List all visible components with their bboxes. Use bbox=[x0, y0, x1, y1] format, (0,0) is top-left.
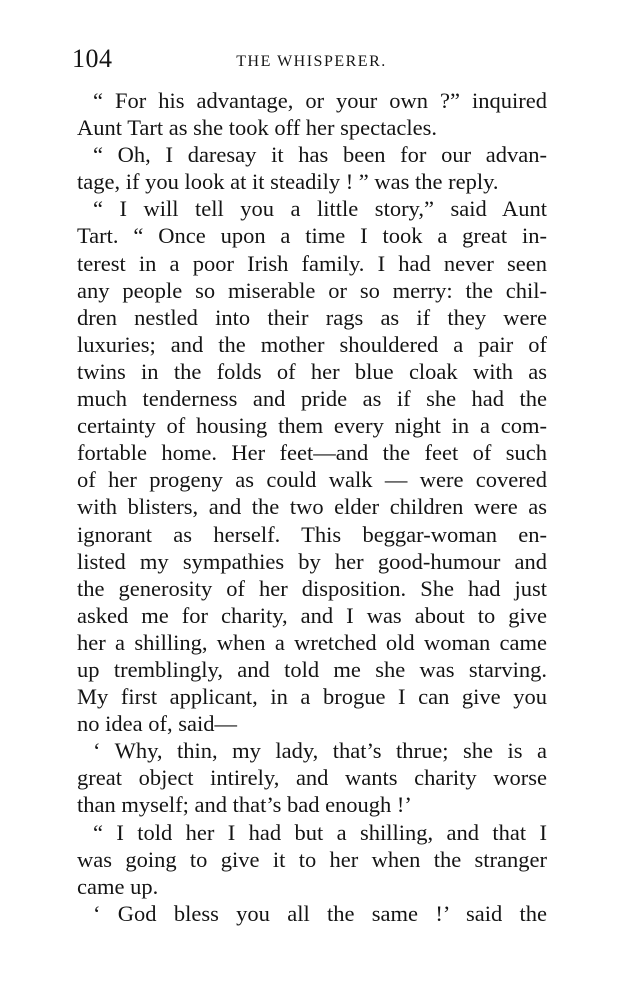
text-line: tage, if you look at it steadily ! ” was the reply. bbox=[77, 169, 499, 195]
text-line: “ Oh, I daresay it has been for our advan- bbox=[93, 142, 547, 168]
page-number: 104 bbox=[72, 44, 113, 73]
text-line: up tremblingly, and told me she was starving. bbox=[77, 656, 547, 682]
text-line: luxuries; and the mother shouldered a pair of bbox=[77, 331, 547, 357]
text-line: than myself; and that’s bad enough !’ bbox=[77, 792, 412, 818]
text-line: fortable home. Her feet—and the feet of such bbox=[77, 440, 547, 466]
text-line: much tenderness and pride as if she had the bbox=[77, 386, 547, 412]
text-line: was going to give it to her when the stranger bbox=[77, 846, 547, 872]
text-line: asked me for charity, and I was about to give bbox=[77, 602, 547, 628]
text-line: terest in a poor Irish family. I had never seen bbox=[77, 250, 547, 276]
text-line: certainty of housing them every night in a com- bbox=[77, 413, 547, 439]
text-line: dren nestled into their rags as if they were bbox=[77, 304, 547, 330]
text-line: ignorant as herself. This beggar-woman en- bbox=[77, 521, 547, 547]
text-line: the generosity of her disposition. She had just bbox=[77, 575, 547, 601]
text-line: My first applicant, in a brogue I can give you bbox=[77, 684, 547, 710]
text-line: Aunt Tart as she took off her spectacles. bbox=[77, 115, 437, 141]
text-line: ‘ Why, thin, my lady, that’s thrue; she is a bbox=[93, 738, 547, 764]
text-line: Tart. “ Once upon a time I took a great in- bbox=[77, 223, 547, 249]
text-line: no idea of, said— bbox=[77, 711, 237, 737]
text-line: twins in the folds of her blue cloak with as bbox=[77, 358, 547, 384]
text-line: her a shilling, when a wretched old woman came bbox=[77, 629, 547, 655]
body-text bbox=[77, 87, 547, 927]
text-line: “ I told her I had but a shilling, and that I bbox=[93, 819, 547, 845]
text-line: with blisters, and the two elder children were as bbox=[77, 494, 547, 520]
text-line: came up. bbox=[77, 873, 159, 899]
text-line: ‘ God bless you all the same !’ said the bbox=[93, 900, 547, 926]
running-title: THE WHISPERER. bbox=[236, 53, 387, 70]
text-line: of her progeny as could walk — were covered bbox=[77, 467, 547, 493]
text-line: great object intirely, and wants charity worse bbox=[77, 765, 547, 791]
text-line: “ For his advantage, or your own ?” inquired bbox=[93, 88, 547, 113]
text-line: any people so miserable or so merry: the chil- bbox=[77, 277, 547, 303]
text-line: “ I will tell you a little story,” said Aunt bbox=[93, 196, 547, 222]
text-line: listed my sympathies by her good-humour and bbox=[77, 548, 547, 574]
